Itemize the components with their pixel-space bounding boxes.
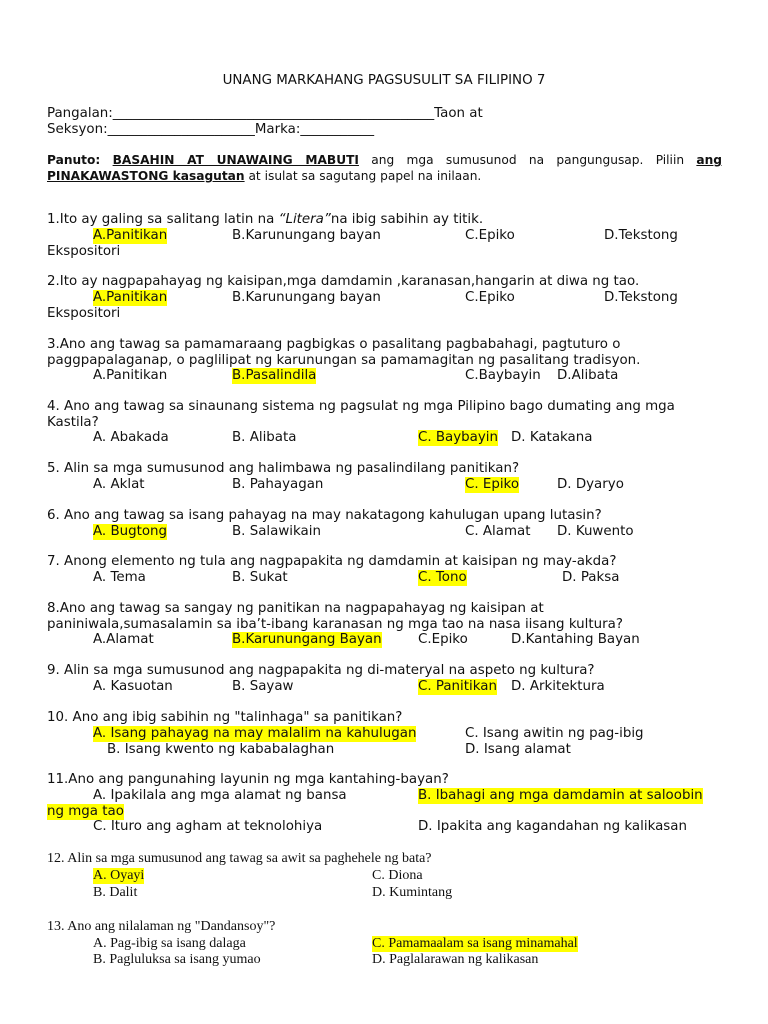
- question-6: 6. Ano ang tawag sa isang pahayag na may nakatagong kahulugan upang lutasin?: [47, 508, 602, 523]
- q6-option-b: B. Salawikain: [232, 524, 321, 539]
- q4-option-b: B. Alibata: [232, 430, 297, 445]
- q5-option-d: D. Dyaryo: [557, 477, 624, 492]
- q8-option-c: C.Epiko: [418, 632, 468, 647]
- q13-option-b: B. Pagluluksa sa isang yumao: [93, 952, 261, 967]
- q11-option-b-cont: ng mga tao: [47, 804, 124, 819]
- instructions-text-2: at isulat sa sagutang papel na inilaan.: [244, 169, 482, 183]
- question-9: 9. Alin sa mga sumusunod ang nagpapakita ng di-materyal na aspeto ng kultura?: [47, 663, 595, 678]
- question-3-cont: paggpapalaganap, o paglilipat ng karunungan sa pamamagitan ng pasalitang tradisyon.: [47, 353, 641, 368]
- q12-option-a: A. Oyayi: [93, 868, 145, 883]
- q8-option-b: B.Karunungang Bayan: [232, 632, 382, 647]
- question-text: 1.Ito ay galing sa salitang latin na: [47, 212, 279, 227]
- q7-option-b: B. Sukat: [232, 570, 288, 585]
- q7-option-c: C. Tono: [418, 570, 467, 585]
- q2-option-d: D.Tekstong: [604, 290, 678, 305]
- q5-option-b: B. Pahayagan: [232, 477, 324, 492]
- q2-option-c: C.Epiko: [465, 290, 515, 305]
- question-13: 13. Ano ang nilalaman ng "Dandansoy"?: [47, 919, 276, 934]
- q2-option-b: B.Karunungang bayan: [232, 290, 381, 305]
- q13-option-d: D. Paglalarawan ng kalikasan: [372, 952, 539, 967]
- question-7: 7. Anong elemento ng tula ang nagpapakita ng damdamin at kaisipan ng may-akda?: [47, 554, 617, 569]
- q13-option-a: A. Pag-ibig sa isang dalaga: [93, 936, 246, 951]
- q4-option-a: A. Abakada: [93, 430, 169, 445]
- q9-option-b: B. Sayaw: [232, 679, 294, 694]
- q10-option-c: C. Isang awitin ng pag-ibig: [465, 726, 644, 741]
- q13-option-c: C. Pamamaalam sa isang minamahal: [372, 936, 578, 951]
- question-italic: “Litera”: [278, 212, 331, 227]
- q1-option-c: C.Epiko: [465, 228, 515, 243]
- q11-option-c: C. Ituro ang agham at teknolohiya: [93, 819, 323, 834]
- q8-option-d: D.Kantahing Bayan: [511, 632, 640, 647]
- instructions-emphasis: BASAHIN AT UNAWAING MABUTI: [112, 153, 359, 167]
- q12-option-d: D. Kumintang: [372, 885, 453, 900]
- question-11: 11.Ano ang pangunahing layunin ng mga kantahing-bayan?: [47, 772, 449, 787]
- question-8-cont: paniniwala,sumasalamin sa iba’t-ibang karanasan ng mga tao na nasa iisang kultura?: [47, 617, 623, 632]
- question-3: 3.Ano ang tawag sa pamamaraang pagbigkas o pasalitang pagbabahagi, pagtuturo o: [47, 337, 621, 352]
- instructions: [47, 152, 722, 184]
- q5-option-a: A. Aklat: [93, 477, 145, 492]
- q11-option-d: D. Ipakita ang kagandahan ng kalikasan: [418, 819, 687, 834]
- q10-option-a: A. Isang pahayag na may malalim na kahulugan: [93, 726, 417, 741]
- question-8: 8.Ano ang tawag sa sangay ng panitikan na nagpapahayag ng kaisipan at: [47, 601, 544, 616]
- q4-option-d: D. Katakana: [511, 430, 593, 445]
- question-text: na ibig sabihin ay titik.: [330, 212, 484, 227]
- name-line: Pangalan:________________________________________________Taon at: [47, 106, 483, 121]
- question-4-cont: Kastila?: [47, 415, 99, 430]
- q12-option-b: B. Dalit: [93, 885, 138, 900]
- q1-option-a: A.Panitikan: [93, 228, 168, 243]
- instructions-label: Panuto:: [47, 153, 101, 167]
- instructions-text-1: ang mga sumusunod na pangungusap. Piliin: [358, 153, 697, 167]
- instructions-ang: ang: [696, 153, 722, 167]
- q11-option-a: A. Ipakilala ang mga alamat ng bansa: [93, 788, 347, 803]
- q3-option-a: A.Panitikan: [93, 368, 168, 383]
- question-12: 12. Alin sa mga sumusunod ang tawag sa awit sa paghehele ng bata?: [47, 851, 432, 866]
- q11-option-b: B. Ibahagi ang mga damdamin at saloobin: [418, 788, 703, 803]
- q2-option-a: A.Panitikan: [93, 290, 168, 305]
- question-5: 5. Alin sa mga sumusunod ang halimbawa ng pasalindilang panitikan?: [47, 461, 520, 476]
- q6-option-d: D. Kuwento: [557, 524, 634, 539]
- q12-option-c: C. Diona: [372, 868, 423, 883]
- q2-option-d-cont: Ekspositori: [47, 306, 121, 321]
- q10-option-d: D. Isang alamat: [465, 742, 571, 757]
- q3-option-b: B.Pasalindila: [232, 368, 317, 383]
- question-10: 10. Ano ang ibig sabihin ng "talinhaga" sa panitikan?: [47, 710, 403, 725]
- q4-option-c: C. Baybayin: [418, 430, 499, 445]
- q3-option-c: C.Baybayin: [465, 368, 541, 383]
- q5-option-c: C. Epiko: [465, 477, 520, 492]
- q1-option-b: B.Karunungang bayan: [232, 228, 381, 243]
- q9-option-c: C. Panitikan: [418, 679, 497, 694]
- q10-option-b: B. Isang kwento ng kababalaghan: [107, 742, 335, 757]
- q1-option-d-cont: Ekspositori: [47, 244, 121, 259]
- question-4: 4. Ano ang tawag sa sinaunang sistema ng pagsulat ng mga Pilipino bago dumating ang mga: [47, 399, 675, 414]
- q9-option-d: D. Arkitektura: [511, 679, 605, 694]
- q7-option-d: D. Paksa: [562, 570, 620, 585]
- section-line: Seksyon:______________________Marka:___________: [47, 122, 375, 137]
- question-2: 2.Ito ay nagpapahayag ng kaisipan,mga damdamin ,karanasan,hangarin at diwa ng tao.: [47, 274, 640, 289]
- q8-option-a: A.Alamat: [93, 632, 154, 647]
- q7-option-a: A. Tema: [93, 570, 146, 585]
- instructions-emphasis-2: PINAKAWASTONG kasagutan: [47, 169, 245, 183]
- q3-option-d: D.Alibata: [557, 368, 619, 383]
- q9-option-a: A. Kasuotan: [93, 679, 173, 694]
- q6-option-a: A. Bugtong: [93, 524, 168, 539]
- exam-title: UNANG MARKAHANG PAGSUSULIT SA FILIPINO 7: [222, 73, 546, 88]
- question-1: [47, 212, 483, 228]
- q6-option-c: C. Alamat: [465, 524, 531, 539]
- q1-option-d: D.Tekstong: [604, 228, 678, 243]
